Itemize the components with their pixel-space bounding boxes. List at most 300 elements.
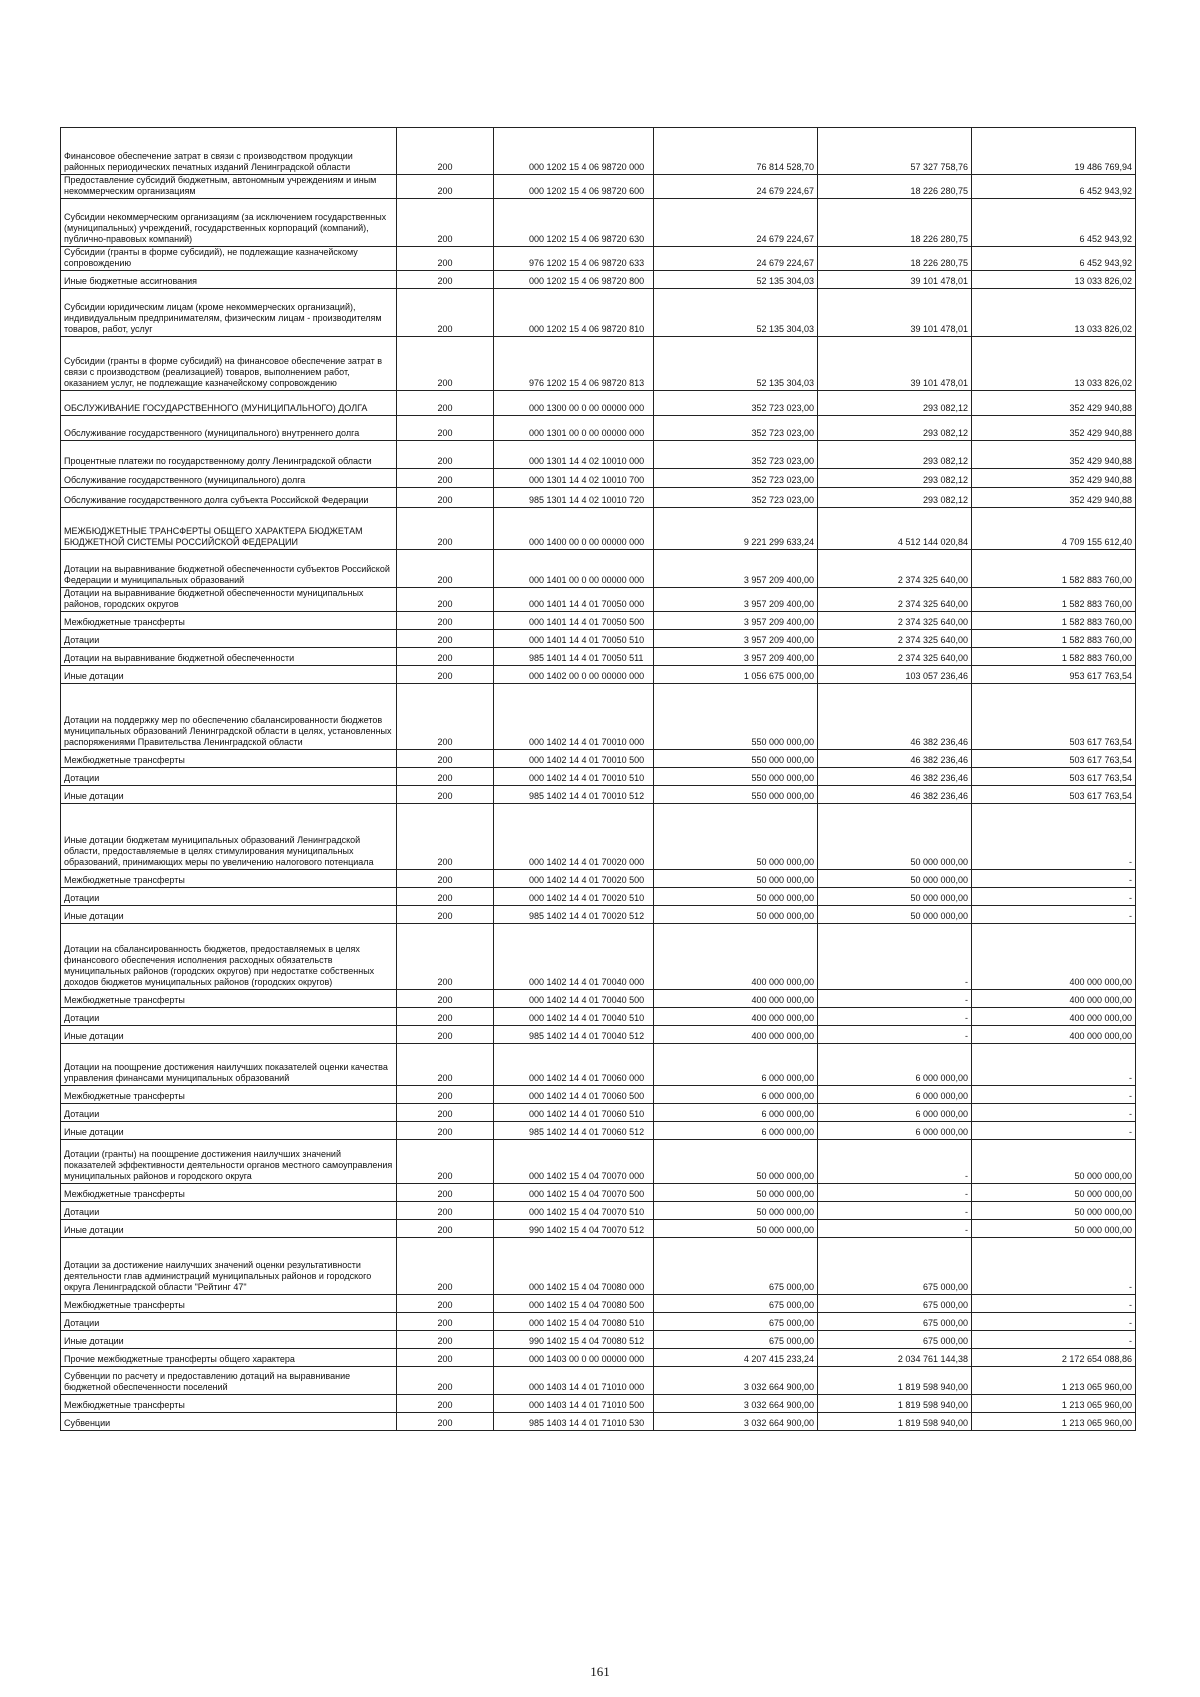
table-row xyxy=(61,612,1136,630)
budget-classification-code: 990 1402 15 4 04 70070 512 xyxy=(494,1220,654,1238)
executed-amount: 50 000 000,00 xyxy=(818,906,972,924)
approved-amount: 50 000 000,00 xyxy=(654,1140,818,1184)
item-name: Иные дотации xyxy=(61,1331,397,1349)
item-name: Иные дотации xyxy=(61,786,397,804)
line-code: 200 xyxy=(397,1349,494,1367)
table-row xyxy=(61,550,1136,588)
line-code: 200 xyxy=(397,1367,494,1395)
table-row xyxy=(61,128,1136,175)
executed-amount: 2 374 325 640,00 xyxy=(818,630,972,648)
line-code: 200 xyxy=(397,1122,494,1140)
budget-classification-code: 000 1202 15 4 06 98720 630 xyxy=(494,199,654,247)
line-code: 200 xyxy=(397,588,494,612)
approved-amount: 675 000,00 xyxy=(654,1238,818,1295)
budget-classification-code: 000 1400 00 0 00 00000 000 xyxy=(494,508,654,550)
budget-classification-code: 000 1402 15 4 04 70070 000 xyxy=(494,1140,654,1184)
table-row xyxy=(61,1202,1136,1220)
table-row xyxy=(61,199,1136,247)
unexecuted-amount: - xyxy=(972,1331,1136,1349)
budget-classification-code: 000 1402 15 4 04 70080 500 xyxy=(494,1295,654,1313)
unexecuted-amount: - xyxy=(972,1122,1136,1140)
line-code: 200 xyxy=(397,1331,494,1349)
unexecuted-amount: 1 582 883 760,00 xyxy=(972,648,1136,666)
line-code: 200 xyxy=(397,804,494,870)
approved-amount: 50 000 000,00 xyxy=(654,1202,818,1220)
line-code: 200 xyxy=(397,924,494,990)
line-code: 200 xyxy=(397,441,494,469)
budget-classification-code: 000 1401 14 4 01 70050 500 xyxy=(494,612,654,630)
table-row xyxy=(61,1122,1136,1140)
executed-amount: 2 374 325 640,00 xyxy=(818,612,972,630)
budget-classification-code: 000 1403 14 4 01 71010 000 xyxy=(494,1367,654,1395)
item-name: Процентные платежи по государственному долгу Ленинградской области xyxy=(61,441,397,469)
table-row xyxy=(61,1026,1136,1044)
budget-classification-code: 000 1301 14 4 02 10010 700 xyxy=(494,469,654,488)
unexecuted-amount: 400 000 000,00 xyxy=(972,990,1136,1008)
table-row xyxy=(61,906,1136,924)
approved-amount: 352 723 023,00 xyxy=(654,469,818,488)
budget-classification-code: 000 1402 14 4 01 70060 500 xyxy=(494,1086,654,1104)
executed-amount: 2 374 325 640,00 xyxy=(818,550,972,588)
approved-amount: 550 000 000,00 xyxy=(654,750,818,768)
approved-amount: 3 957 209 400,00 xyxy=(654,648,818,666)
item-name: Дотации (гранты) на поощрение достижения наилучших значений показателей эффективности деятельности органов местного самоуправления муниципальных районов и городского округа xyxy=(61,1140,397,1184)
executed-amount: 18 226 280,75 xyxy=(818,247,972,271)
approved-amount: 675 000,00 xyxy=(654,1295,818,1313)
table-row xyxy=(61,1331,1136,1349)
executed-amount: 6 000 000,00 xyxy=(818,1044,972,1086)
item-name: Дотации за достижение наилучших значений оценки результативности деятельности глав администраций муниципальных районов и городского округа Ленинградской области "Рейтинг 47" xyxy=(61,1238,397,1295)
budget-classification-code: 976 1202 15 4 06 98720 813 xyxy=(494,337,654,391)
approved-amount: 352 723 023,00 xyxy=(654,391,818,416)
budget-classification-code: 985 1402 14 4 01 70040 512 xyxy=(494,1026,654,1044)
line-code: 200 xyxy=(397,1140,494,1184)
table-row xyxy=(61,1295,1136,1313)
table-row xyxy=(61,1104,1136,1122)
line-code: 200 xyxy=(397,1184,494,1202)
item-name: Субсидии юридическим лицам (кроме некоммерческих организаций), индивидуальным предпринимателям, физическим лицам - производителям товаров, работ, услуг xyxy=(61,289,397,337)
budget-execution-table xyxy=(60,127,1136,1431)
executed-amount: 293 082,12 xyxy=(818,441,972,469)
item-name: Субвенции по расчету и предоставлению дотаций на выравнивание бюджетной обеспеченности поселений xyxy=(61,1367,397,1395)
item-name: Межбюджетные трансферты xyxy=(61,1086,397,1104)
budget-classification-code: 985 1401 14 4 01 70050 511 xyxy=(494,648,654,666)
approved-amount: 6 000 000,00 xyxy=(654,1044,818,1086)
table-row xyxy=(61,804,1136,870)
unexecuted-amount: - xyxy=(972,906,1136,924)
line-code: 200 xyxy=(397,247,494,271)
executed-amount: - xyxy=(818,1184,972,1202)
unexecuted-amount: 352 429 940,88 xyxy=(972,441,1136,469)
table-row xyxy=(61,469,1136,488)
executed-amount: 46 382 236,46 xyxy=(818,786,972,804)
item-name: Иные дотации xyxy=(61,1122,397,1140)
executed-amount: 46 382 236,46 xyxy=(818,750,972,768)
table-row xyxy=(61,391,1136,416)
approved-amount: 352 723 023,00 xyxy=(654,441,818,469)
unexecuted-amount: 400 000 000,00 xyxy=(972,924,1136,990)
table-row xyxy=(61,666,1136,684)
approved-amount: 52 135 304,03 xyxy=(654,289,818,337)
table-row xyxy=(61,1220,1136,1238)
table-row xyxy=(61,1184,1136,1202)
line-code: 200 xyxy=(397,1220,494,1238)
line-code: 200 xyxy=(397,630,494,648)
budget-classification-code: 000 1402 14 4 01 70020 000 xyxy=(494,804,654,870)
unexecuted-amount: 6 452 943,92 xyxy=(972,247,1136,271)
item-name: Иные дотации xyxy=(61,1220,397,1238)
line-code: 200 xyxy=(397,870,494,888)
approved-amount: 352 723 023,00 xyxy=(654,488,818,508)
table-row xyxy=(61,648,1136,666)
budget-classification-code: 985 1402 14 4 01 70020 512 xyxy=(494,906,654,924)
table-row xyxy=(61,588,1136,612)
item-name: Субвенции xyxy=(61,1413,397,1431)
unexecuted-amount: 352 429 940,88 xyxy=(972,391,1136,416)
approved-amount: 675 000,00 xyxy=(654,1331,818,1349)
executed-amount: - xyxy=(818,1140,972,1184)
item-name: Межбюджетные трансферты xyxy=(61,1295,397,1313)
executed-amount: 46 382 236,46 xyxy=(818,768,972,786)
table-row xyxy=(61,1349,1136,1367)
item-name: Дотации xyxy=(61,888,397,906)
unexecuted-amount: 13 033 826,02 xyxy=(972,337,1136,391)
executed-amount: - xyxy=(818,1026,972,1044)
executed-amount: 39 101 478,01 xyxy=(818,337,972,391)
line-code: 200 xyxy=(397,1238,494,1295)
item-name: Предоставление субсидий бюджетным, автономным учреждениям и иным некоммерческим организациям xyxy=(61,175,397,199)
item-name: Межбюджетные трансферты xyxy=(61,990,397,1008)
approved-amount: 400 000 000,00 xyxy=(654,1026,818,1044)
line-code: 200 xyxy=(397,1044,494,1086)
line-code: 200 xyxy=(397,1295,494,1313)
line-code: 200 xyxy=(397,469,494,488)
line-code: 200 xyxy=(397,1395,494,1413)
approved-amount: 9 221 299 633,24 xyxy=(654,508,818,550)
table-row xyxy=(61,1413,1136,1431)
unexecuted-amount: 13 033 826,02 xyxy=(972,289,1136,337)
executed-amount: 50 000 000,00 xyxy=(818,804,972,870)
item-name: Дотации на выравнивание бюджетной обеспеченности субъектов Российской Федерации и муниципальных образований xyxy=(61,550,397,588)
item-name: Дотации xyxy=(61,630,397,648)
table-row xyxy=(61,247,1136,271)
item-name: Обслуживание государственного (муниципального) долга xyxy=(61,469,397,488)
budget-classification-code: 000 1301 00 0 00 00000 000 xyxy=(494,416,654,441)
line-code: 200 xyxy=(397,1008,494,1026)
budget-classification-code: 000 1401 14 4 01 70050 510 xyxy=(494,630,654,648)
item-name: Межбюджетные трансферты xyxy=(61,870,397,888)
item-name: Финансовое обеспечение затрат в связи с производством продукции районных периодических печатных изданий Ленинградской области xyxy=(61,128,397,175)
budget-classification-code: 000 1402 14 4 01 70020 500 xyxy=(494,870,654,888)
budget-classification-code: 000 1402 15 4 04 70080 000 xyxy=(494,1238,654,1295)
unexecuted-amount: 1 213 065 960,00 xyxy=(972,1413,1136,1431)
line-code: 200 xyxy=(397,175,494,199)
budget-classification-code: 985 1403 14 4 01 71010 530 xyxy=(494,1413,654,1431)
item-name: Иные дотации бюджетам муниципальных образований Ленинградской области, предоставляемые в целях стимулирования муниципальных образований, принимающих меры по увеличению налогового потенциала xyxy=(61,804,397,870)
approved-amount: 24 679 224,67 xyxy=(654,199,818,247)
budget-classification-code: 000 1402 14 4 01 70060 510 xyxy=(494,1104,654,1122)
unexecuted-amount: 352 429 940,88 xyxy=(972,488,1136,508)
executed-amount: 4 512 144 020,84 xyxy=(818,508,972,550)
item-name: Обслуживание государственного долга субъекта Российской Федерации xyxy=(61,488,397,508)
table-row xyxy=(61,488,1136,508)
executed-amount: 46 382 236,46 xyxy=(818,684,972,750)
executed-amount: 1 819 598 940,00 xyxy=(818,1413,972,1431)
budget-classification-code: 000 1402 15 4 04 70070 500 xyxy=(494,1184,654,1202)
unexecuted-amount: 2 172 654 088,86 xyxy=(972,1349,1136,1367)
budget-classification-code: 000 1402 14 4 01 70060 000 xyxy=(494,1044,654,1086)
line-code: 200 xyxy=(397,750,494,768)
approved-amount: 4 207 415 233,24 xyxy=(654,1349,818,1367)
line-code: 200 xyxy=(397,612,494,630)
table-row xyxy=(61,630,1136,648)
approved-amount: 352 723 023,00 xyxy=(654,416,818,441)
line-code: 200 xyxy=(397,1086,494,1104)
unexecuted-amount: 50 000 000,00 xyxy=(972,1184,1136,1202)
table-row xyxy=(61,786,1136,804)
item-name: МЕЖБЮДЖЕТНЫЕ ТРАНСФЕРТЫ ОБЩЕГО ХАРАКТЕРА БЮДЖЕТАМ БЮДЖЕТНОЙ СИСТЕМЫ РОССИЙСКОЙ ФЕДЕРАЦИИ xyxy=(61,508,397,550)
approved-amount: 3 032 664 900,00 xyxy=(654,1367,818,1395)
approved-amount: 400 000 000,00 xyxy=(654,924,818,990)
approved-amount: 6 000 000,00 xyxy=(654,1122,818,1140)
table-row xyxy=(61,1086,1136,1104)
unexecuted-amount: 503 617 763,54 xyxy=(972,750,1136,768)
approved-amount: 3 957 209 400,00 xyxy=(654,550,818,588)
budget-classification-code: 000 1202 15 4 06 98720 810 xyxy=(494,289,654,337)
unexecuted-amount: - xyxy=(972,1295,1136,1313)
unexecuted-amount: 503 617 763,54 xyxy=(972,768,1136,786)
line-code: 200 xyxy=(397,1202,494,1220)
approved-amount: 52 135 304,03 xyxy=(654,271,818,289)
executed-amount: - xyxy=(818,1008,972,1026)
line-code: 200 xyxy=(397,128,494,175)
approved-amount: 3 957 209 400,00 xyxy=(654,588,818,612)
table-row xyxy=(61,1313,1136,1331)
item-name: Иные дотации xyxy=(61,666,397,684)
unexecuted-amount: 1 213 065 960,00 xyxy=(972,1395,1136,1413)
unexecuted-amount: 50 000 000,00 xyxy=(972,1202,1136,1220)
budget-classification-code: 000 1402 14 4 01 70040 510 xyxy=(494,1008,654,1026)
item-name: Дотации на поддержку мер по обеспечению сбалансированности бюджетов муниципальных образований Ленинградской области в целях, установленных распоряжениями Правительства Ленинградской области xyxy=(61,684,397,750)
budget-classification-code: 000 1301 14 4 02 10010 000 xyxy=(494,441,654,469)
table-row xyxy=(61,1140,1136,1184)
approved-amount: 50 000 000,00 xyxy=(654,906,818,924)
unexecuted-amount: - xyxy=(972,1104,1136,1122)
item-name: Обслуживание государственного (муниципального) внутреннего долга xyxy=(61,416,397,441)
approved-amount: 6 000 000,00 xyxy=(654,1086,818,1104)
executed-amount: 18 226 280,75 xyxy=(818,199,972,247)
item-name: Дотации на выравнивание бюджетной обеспеченности xyxy=(61,648,397,666)
line-code: 200 xyxy=(397,289,494,337)
approved-amount: 50 000 000,00 xyxy=(654,870,818,888)
budget-classification-code: 000 1300 00 0 00 00000 000 xyxy=(494,391,654,416)
unexecuted-amount: 19 486 769,94 xyxy=(972,128,1136,175)
budget-classification-code: 000 1402 14 4 01 70010 000 xyxy=(494,684,654,750)
line-code: 200 xyxy=(397,488,494,508)
budget-classification-code: 000 1202 15 4 06 98720 800 xyxy=(494,271,654,289)
unexecuted-amount: 1 582 883 760,00 xyxy=(972,588,1136,612)
line-code: 200 xyxy=(397,271,494,289)
line-code: 200 xyxy=(397,416,494,441)
budget-classification-code: 000 1402 14 4 01 70010 500 xyxy=(494,750,654,768)
approved-amount: 6 000 000,00 xyxy=(654,1104,818,1122)
item-name: Дотации xyxy=(61,1104,397,1122)
item-name: Дотации xyxy=(61,1313,397,1331)
executed-amount: - xyxy=(818,1220,972,1238)
budget-classification-code: 000 1202 15 4 06 98720 000 xyxy=(494,128,654,175)
item-name: Дотации xyxy=(61,768,397,786)
table-row xyxy=(61,990,1136,1008)
line-code: 200 xyxy=(397,648,494,666)
approved-amount: 400 000 000,00 xyxy=(654,990,818,1008)
executed-amount: 675 000,00 xyxy=(818,1238,972,1295)
unexecuted-amount: 1 213 065 960,00 xyxy=(972,1367,1136,1395)
table-row xyxy=(61,870,1136,888)
line-code: 200 xyxy=(397,508,494,550)
line-code: 200 xyxy=(397,1026,494,1044)
approved-amount: 76 814 528,70 xyxy=(654,128,818,175)
line-code: 200 xyxy=(397,990,494,1008)
line-code: 200 xyxy=(397,1104,494,1122)
approved-amount: 550 000 000,00 xyxy=(654,768,818,786)
executed-amount: 675 000,00 xyxy=(818,1331,972,1349)
table-row xyxy=(61,1044,1136,1086)
line-code: 200 xyxy=(397,666,494,684)
budget-classification-code: 000 1403 00 0 00 00000 000 xyxy=(494,1349,654,1367)
unexecuted-amount: - xyxy=(972,1044,1136,1086)
item-name: Субсидии некоммерческим организациям (за исключением государственных (муниципальных) учреждений, государственных корпораций (компаний), публично-правовых компаний) xyxy=(61,199,397,247)
executed-amount: 293 082,12 xyxy=(818,469,972,488)
executed-amount: 50 000 000,00 xyxy=(818,870,972,888)
table-row xyxy=(61,508,1136,550)
item-name: Дотации на поощрение достижения наилучших показателей оценки качества управления финансами муниципальных образований xyxy=(61,1044,397,1086)
approved-amount: 3 032 664 900,00 xyxy=(654,1395,818,1413)
budget-classification-code: 000 1402 15 4 04 70080 510 xyxy=(494,1313,654,1331)
unexecuted-amount: 400 000 000,00 xyxy=(972,1008,1136,1026)
unexecuted-amount: 1 582 883 760,00 xyxy=(972,612,1136,630)
line-code: 200 xyxy=(397,550,494,588)
budget-classification-code: 000 1402 14 4 01 70010 510 xyxy=(494,768,654,786)
table-row xyxy=(61,768,1136,786)
line-code: 200 xyxy=(397,888,494,906)
table-row xyxy=(61,1367,1136,1395)
item-name: Субсидии (гранты в форме субсидий), не подлежащие казначейскому сопровождению xyxy=(61,247,397,271)
item-name: Иные дотации xyxy=(61,1026,397,1044)
approved-amount: 3 032 664 900,00 xyxy=(654,1413,818,1431)
unexecuted-amount: 352 429 940,88 xyxy=(972,416,1136,441)
item-name: Иные бюджетные ассигнования xyxy=(61,271,397,289)
table-row xyxy=(61,337,1136,391)
page-number: 161 xyxy=(590,1664,610,1679)
executed-amount: 2 374 325 640,00 xyxy=(818,648,972,666)
unexecuted-amount: 503 617 763,54 xyxy=(972,684,1136,750)
executed-amount: 18 226 280,75 xyxy=(818,175,972,199)
unexecuted-amount: - xyxy=(972,1086,1136,1104)
executed-amount: 675 000,00 xyxy=(818,1313,972,1331)
unexecuted-amount: - xyxy=(972,804,1136,870)
budget-classification-code: 985 1402 14 4 01 70010 512 xyxy=(494,786,654,804)
unexecuted-amount: 50 000 000,00 xyxy=(972,1140,1136,1184)
executed-amount: 293 082,12 xyxy=(818,488,972,508)
executed-amount: - xyxy=(818,924,972,990)
executed-amount: 39 101 478,01 xyxy=(818,289,972,337)
table-row xyxy=(61,271,1136,289)
approved-amount: 52 135 304,03 xyxy=(654,337,818,391)
table-row xyxy=(61,750,1136,768)
line-code: 200 xyxy=(397,1413,494,1431)
approved-amount: 24 679 224,67 xyxy=(654,175,818,199)
budget-classification-code: 000 1401 14 4 01 70050 000 xyxy=(494,588,654,612)
approved-amount: 400 000 000,00 xyxy=(654,1008,818,1026)
item-name: Дотации xyxy=(61,1008,397,1026)
approved-amount: 50 000 000,00 xyxy=(654,888,818,906)
line-code: 200 xyxy=(397,906,494,924)
executed-amount: - xyxy=(818,990,972,1008)
line-code: 200 xyxy=(397,337,494,391)
unexecuted-amount: 400 000 000,00 xyxy=(972,1026,1136,1044)
budget-classification-code: 000 1402 15 4 04 70070 510 xyxy=(494,1202,654,1220)
item-name: Иные дотации xyxy=(61,906,397,924)
line-code: 200 xyxy=(397,391,494,416)
line-code: 200 xyxy=(397,199,494,247)
unexecuted-amount: 50 000 000,00 xyxy=(972,1220,1136,1238)
item-name: Дотации xyxy=(61,1202,397,1220)
unexecuted-amount: 6 452 943,92 xyxy=(972,199,1136,247)
budget-classification-code: 990 1402 15 4 04 70080 512 xyxy=(494,1331,654,1349)
budget-classification-code: 000 1202 15 4 06 98720 600 xyxy=(494,175,654,199)
unexecuted-amount: 503 617 763,54 xyxy=(972,786,1136,804)
table-body xyxy=(61,128,1136,1431)
executed-amount: 39 101 478,01 xyxy=(818,271,972,289)
table-row xyxy=(61,684,1136,750)
item-name: Межбюджетные трансферты xyxy=(61,612,397,630)
executed-amount: 103 057 236,46 xyxy=(818,666,972,684)
budget-classification-code: 000 1402 14 4 01 70040 000 xyxy=(494,924,654,990)
line-code: 200 xyxy=(397,786,494,804)
approved-amount: 24 679 224,67 xyxy=(654,247,818,271)
approved-amount: 3 957 209 400,00 xyxy=(654,612,818,630)
item-name: Дотации на выравнивание бюджетной обеспеченности муниципальных районов, городских округов xyxy=(61,588,397,612)
executed-amount: 6 000 000,00 xyxy=(818,1122,972,1140)
unexecuted-amount: - xyxy=(972,870,1136,888)
budget-classification-code: 000 1403 14 4 01 71010 500 xyxy=(494,1395,654,1413)
budget-classification-code: 000 1402 14 4 01 70040 500 xyxy=(494,990,654,1008)
unexecuted-amount: 4 709 155 612,40 xyxy=(972,508,1136,550)
budget-classification-code: 000 1402 00 0 00 00000 000 xyxy=(494,666,654,684)
unexecuted-amount: 1 582 883 760,00 xyxy=(972,630,1136,648)
executed-amount: 2 374 325 640,00 xyxy=(818,588,972,612)
item-name: Дотации на сбалансированность бюджетов, предоставляемых в целях финансового обеспечения исполнения расходных обязательств муниципальных районов (городских округов) при недостатке собственных доходов бюджетов муниципальных районов (городских округов) xyxy=(61,924,397,990)
approved-amount: 550 000 000,00 xyxy=(654,786,818,804)
item-name: ОБСЛУЖИВАНИЕ ГОСУДАРСТВЕННОГО (МУНИЦИПАЛЬНОГО) ДОЛГА xyxy=(61,391,397,416)
table-row xyxy=(61,888,1136,906)
table-row xyxy=(61,441,1136,469)
line-code: 200 xyxy=(397,768,494,786)
approved-amount: 675 000,00 xyxy=(654,1313,818,1331)
approved-amount: 3 957 209 400,00 xyxy=(654,630,818,648)
table-row xyxy=(61,924,1136,990)
unexecuted-amount: - xyxy=(972,1313,1136,1331)
budget-classification-code: 000 1401 00 0 00 00000 000 xyxy=(494,550,654,588)
item-name: Межбюджетные трансферты xyxy=(61,750,397,768)
unexecuted-amount: 6 452 943,92 xyxy=(972,175,1136,199)
executed-amount: 50 000 000,00 xyxy=(818,888,972,906)
table-row xyxy=(61,1395,1136,1413)
executed-amount: 1 819 598 940,00 xyxy=(818,1395,972,1413)
executed-amount: 6 000 000,00 xyxy=(818,1086,972,1104)
table-row xyxy=(61,1238,1136,1295)
executed-amount: 293 082,12 xyxy=(818,391,972,416)
